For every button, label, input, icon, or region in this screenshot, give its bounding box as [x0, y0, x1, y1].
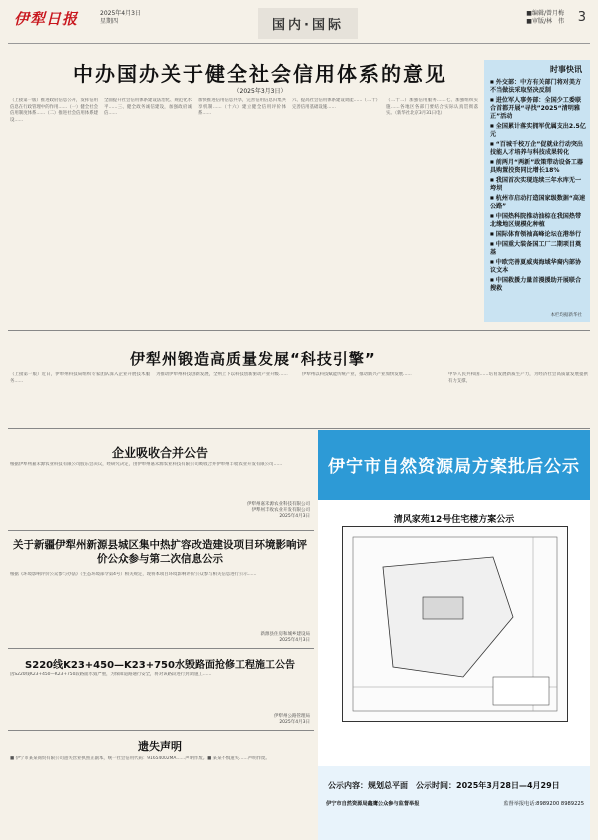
signatory: 伊犁州嘉禾源农业科技有限公司 [247, 502, 310, 507]
sidebar-news-item[interactable]: ■ “百城千校万企”促就业行动突出技能人才培养与科技成果转化 [490, 140, 586, 157]
newspaper-logo: 伊犁日报 [14, 10, 79, 28]
lead-column-1: （上接第一版）推进政府信息公开，发挥信用信息在行政管理中的作用……（一）健全社会信用制度体系……（二）推进社会信用体系建设…… [10, 98, 98, 123]
lead-date-line: （2025年3月3日） [233, 88, 287, 95]
feature-column-1: （上接第一版）近日，伊犁州科技局组织专家团队深入企业开展技术服务…… [10, 372, 150, 384]
heating-ad-signature [150, 632, 310, 644]
sidebar-heading: 时事快讯 [550, 65, 582, 74]
sidebar-news-item[interactable]: ■ 前两月“两新”政策带动设备工器具购置投资同比增长18% [490, 158, 586, 175]
sidebar-news-item[interactable]: ■ 中国热科院推动油棕在我国热带北缘地区规模化种植 [490, 212, 586, 229]
date-text: 2025年4月3日 [100, 10, 141, 17]
sidebar-news-item[interactable]: ■ 我国首次实现连续三年水库无一垮坝 [490, 176, 586, 193]
building-footprint [423, 597, 463, 619]
plan-legend-box [493, 677, 549, 705]
site-plan-svg [343, 527, 567, 721]
heating-ad-body: 根据《环境影响评价公众参与办法》（生态环境部令第4号）相关规定，现将本项目环境影响评价公众参与相关信息进行公示…… [10, 572, 257, 577]
section-title: 国内·国际 [258, 8, 358, 39]
lead-headline: 中办国办关于健全社会信用体系的意见 [73, 62, 447, 86]
feature-headline: 伊犁州锻造高质量发展“科技引擎” [130, 350, 376, 368]
lost-notice-title: 遗失声明 [138, 740, 182, 753]
sidebar-news-item[interactable]: ■ 外交部：中方有关部门将对美方不当做法采取坚决反制 [490, 78, 586, 95]
notice-organization: 伊宁市自然资源局鑫鹰公众参与监督举报 [326, 801, 420, 807]
notice-banner [318, 430, 590, 500]
road-ad-body: 因S220线K23+450—K23+750段路面水毁严重，为保障道路通行安全，将对该路段进行封闭施工…… [10, 672, 212, 677]
merger-ad-signature [150, 502, 310, 520]
issue-date [100, 10, 141, 26]
masthead [8, 4, 590, 44]
plan-title: 清风家苑12号住宅楼方案公示 [393, 515, 515, 525]
planning-notice [318, 430, 590, 840]
sidebar-news-item[interactable]: ■ 国际体育领袖高峰论坛在港举行 [490, 230, 586, 239]
reviewer-name: ■审版/林 伟 [526, 18, 564, 25]
sidebar-news-item[interactable]: ■ 杭州市启动打造国家级数据“高速公路” [490, 194, 586, 211]
signatory: 新源县住房和城乡建设局 [260, 632, 310, 637]
road-ad-title: S220线K23+450—K23+750水毁路面抢修工程施工公告 [25, 660, 295, 671]
signatory: 伊犁州公路管理局 [274, 714, 310, 719]
notice-footer [318, 766, 590, 840]
editor-name: ■编辑/曾月梅 [526, 10, 564, 17]
lead-column-5: （二十二）加强信用服务……七、加强组织实施……各地区各部门要结合实际认真贯彻落实。（新华社北京3月31日电） [386, 98, 478, 117]
lost-notice-body: ■ 伊宁市某某商贸有限公司遗失营业执照正副本，统一社会信用代码：91654002MA……声明作废。■ 某某不慎遗失……声明作废。 [10, 756, 270, 761]
signature-date: 2025年4月3日 [279, 514, 310, 519]
horizontal-divider [8, 330, 590, 331]
signature-date: 2025年4月3日 [279, 638, 310, 643]
sidebar-news-item[interactable]: ■ 中国重大装备国工厂二期项目奠基 [490, 240, 586, 257]
horizontal-divider [8, 428, 590, 429]
sidebar-list [490, 78, 586, 294]
sidebar-news-item[interactable]: ■ 全国累计落实拥军优属支出2.5亿元 [490, 122, 586, 139]
sidebar-source: 本栏均据新华社 [550, 313, 582, 318]
notice-banner-title: 伊宁市自然资源局方案批后公示 [328, 457, 580, 477]
road-ad-signature [150, 714, 310, 726]
feature-column-4: 中华人民共和国……培育发展新质生产力，为经济社会高质量发展提供有力支撑。 [448, 372, 588, 384]
lead-column-2: 全面提升社会信用体系建设法治化、规范化水平……三、健全政务诚信建设，加强政府诚信…… [104, 98, 192, 117]
feature-column-3: 伊犁州以科技赋能传统产业，推动新兴产业加快发展…… [302, 372, 412, 377]
notice-phone: 监督举报电话:8989200 8989225 [503, 801, 584, 807]
merger-ad-title: 企业吸收合并公告 [111, 446, 208, 460]
signatory: 伊犁州丰收农业开发有限公司 [251, 508, 310, 513]
weekday-text: 星期四 [100, 18, 119, 25]
notice-content-line: 公示内容：规划总平面 公示时间：2025年3月28日—4月29日 [328, 781, 560, 790]
news-sidebar [484, 60, 590, 322]
sidebar-news-item[interactable]: ■ 进位军人事务部：全国少工委联合首都开展“寻找”2025“清明雅正”活动 [490, 96, 586, 121]
sidebar-news-item[interactable]: ■ 中国救援力量首漫援助开展联合搜救 [490, 276, 586, 293]
horizontal-divider [8, 530, 314, 531]
lead-column-4: 六、提高社会信用体系建设效能……（二十）完善信用基础设施…… [292, 98, 380, 110]
page-number: 3 [577, 10, 586, 25]
horizontal-divider [8, 730, 314, 731]
feature-column-2: 为推动伊犁州科技创新发展，全州上下以科技创新驱动产业升级…… [156, 372, 288, 377]
editor-credits [526, 10, 564, 26]
site-plan-drawing [342, 526, 568, 722]
sidebar-news-item[interactable]: ■ 中欧完善夏威夷海域华裔内部协议文本 [490, 258, 586, 275]
heating-ad-title: 关于新疆伊犁州新源县城区集中热扩容改造建设项目环境影响评价公众参与第二次信息公示 [13, 539, 307, 565]
horizontal-divider [8, 648, 314, 649]
merger-ad-body: 根据伊犁州嘉禾源农业科技有限公司股东会决议，经研究决定，由伊犁州嘉禾源农业科技有限公司吸收合并伊犁州丰收农业开发有限公司…… [10, 462, 283, 467]
signature-date: 2025年4月3日 [279, 720, 310, 725]
lead-column-3: 加快推进信用信息共享，完善信用信息归集共享机制……（十六）建立健全信用评价体系…… [198, 98, 286, 117]
